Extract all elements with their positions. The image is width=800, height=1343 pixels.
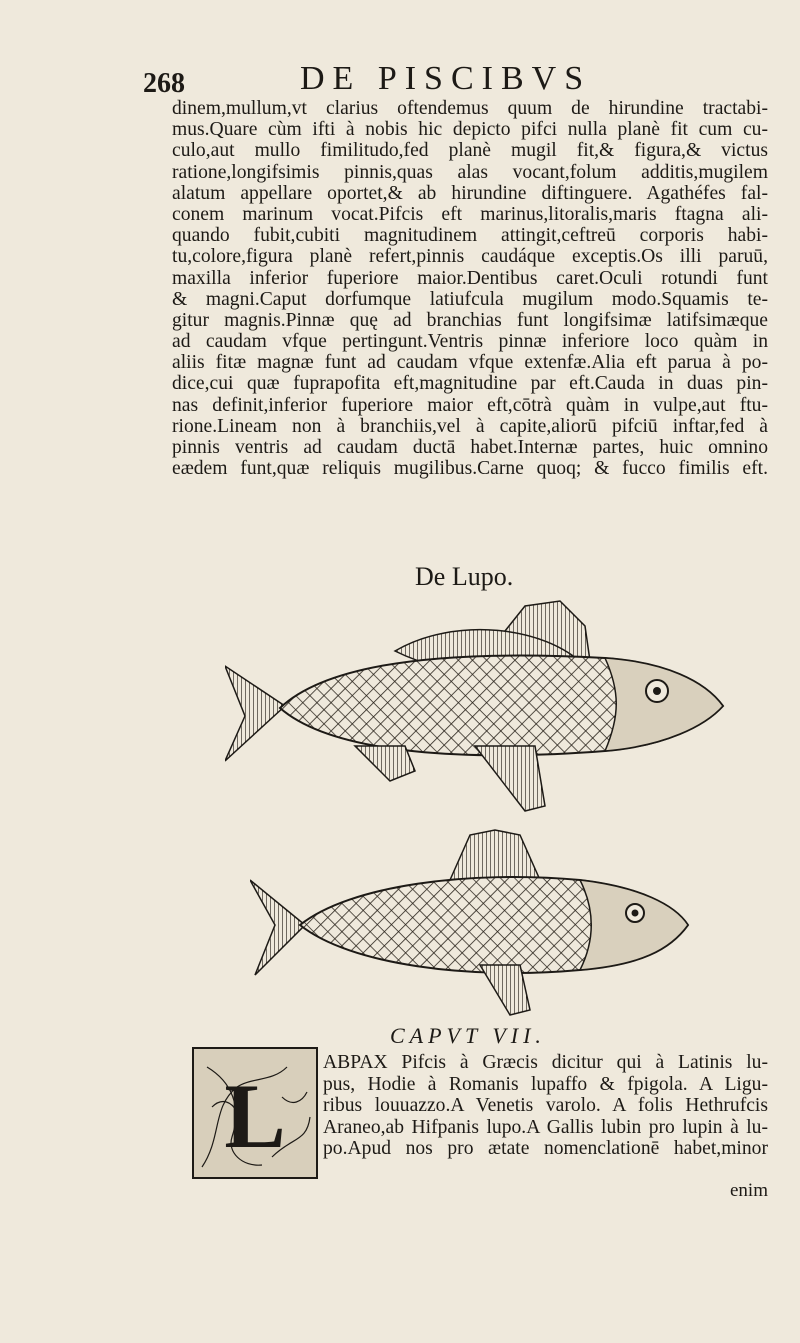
sea-bass-woodcut: [250, 825, 690, 1025]
body-text: [172, 98, 768, 479]
svg-text:L: L: [224, 1065, 286, 1167]
page-number: 268: [143, 68, 185, 99]
text-line: pinnis ventris ad caudam ductā habet.Internæ partes, huic omnino: [172, 437, 768, 458]
flying-fish-woodcut: [225, 596, 730, 818]
text-line: tu,colore,figura planè refert,pinnis caudáque exceptis.Os illi paruū,: [172, 246, 768, 268]
text-line: culo,aut mullo fimilitudo,fed planè mugil fit,& figura,& victus: [172, 140, 768, 162]
running-title: DE PISCIBVS: [300, 60, 592, 97]
text-line: mus.Quare cùm ifti à nobis hic depicto pifci nulla planè fit cum cu-: [172, 119, 768, 141]
decorated-initial: [192, 1047, 318, 1179]
text-line: ribus louuazzo.A Venetis varolo. A folis Hethrufcis: [323, 1095, 768, 1116]
catchword: enim: [730, 1180, 768, 1201]
running-head: [0, 60, 800, 100]
text-line: quando fubit,cubiti magnitudinem attingit,ceftreū corporis habi-: [172, 225, 768, 247]
text-line: nas definit,inferior fuperiore maior eft,cōtrà quàm in vulpe,aut ftu-: [172, 394, 768, 416]
text-line: dinem,mullum,vt clarius oftendemus quum de hirundine tractabi-: [172, 98, 768, 119]
text-line: ABPAX Pifcis à Græcis dicitur qui à Latinis lu-: [323, 1052, 768, 1073]
text-line: ad caudam vfque pertingunt.Ventris pinnæ inferiore loco quàm in: [172, 331, 768, 353]
section-subheading: De Lupo.: [415, 562, 514, 591]
text-line: pus, Hodie à Romanis lupaffo & fpigola. A Ligu-: [323, 1073, 768, 1095]
chapter-heading: CAPVT VII.: [390, 1023, 546, 1048]
text-line: conem marinum vocat.Pifcis eft marinus,litoralis,maris ftagna ali-: [172, 203, 768, 225]
show-through-text: [140, 860, 760, 885]
text-line: ratione,longifsimis pinnis,quas alas vocant,folum additis,mugilem: [172, 161, 768, 183]
text-line: maxilla inferior fuperiore maior.Dentibus caret.Oculi rotundi funt: [172, 267, 768, 289]
text-line: eædem funt,quæ reliquis mugilibus.Carne quoq; & fucco fimilis eft.: [172, 458, 768, 480]
text-line: rione.Lineam non à branchiis,vel à capite,aliorū pifciū inftar,fed à: [172, 415, 768, 437]
text-line: dice,cui quæ fuprapofita eft,magnitudine par eft.Cauda in duas pin-: [172, 373, 768, 395]
text-line: aliis fitæ magnæ funt ad caudam vfque extenfæ.Alia eft parua à po-: [172, 352, 768, 374]
text-line: gitur magnis.Pinnæ quę ad branchias funt longifsimæ latifsimæque: [172, 309, 768, 331]
text-line: po.Apud nos pro ætate nomenclationē habet,minor: [323, 1138, 768, 1159]
text-line: & magni.Caput dorfumque latiufcula mugilum modo.Squamis te-: [172, 288, 768, 310]
text-line: Araneo,ab Hifpanis lupo.A Gallis lubin pro lupin à lu-: [323, 1116, 768, 1138]
text-line: alatum appellare oportet,& ab hirundine diftinguere. Agathéfes fal-: [172, 182, 768, 204]
chapter-text: [323, 1052, 768, 1160]
